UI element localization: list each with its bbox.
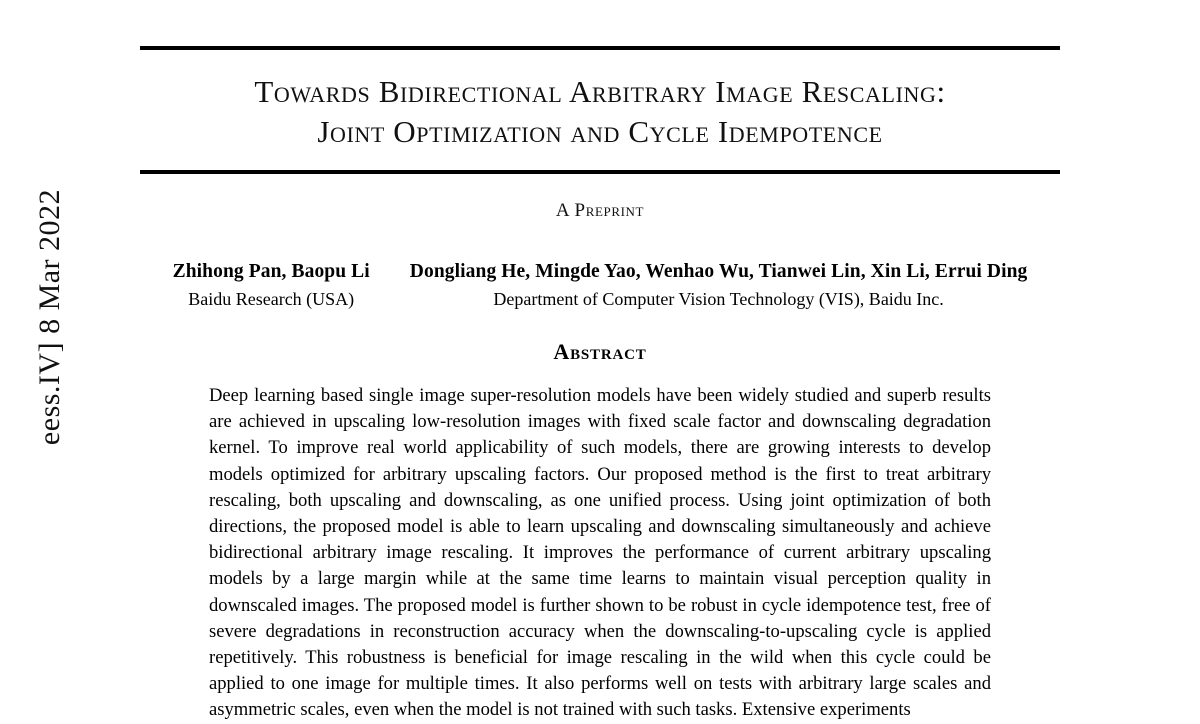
title-bottom-rule [140, 170, 1060, 174]
abstract-text: Deep learning based single image super-resolution models have been widely studied and superb results are achieved in upscaling low-resolution images with fixed scale factor and downscaling degradation kernel. To improve real world applicability of such models, there are growing interests to develop models optimized for arbitrary upscaling factors. Our proposed method is the first to treat arbitrary rescaling, both upscaling and downscaling, as one unified process. Using joint optimization of both directions, the proposed model is able to learn upscaling and downscaling simultaneously and achieve bidirectional arbitrary image rescaling. It improves the performance of current arbitrary upscaling models by a large margin while at the same time learns to maintain visual perception quality in downscaled images. The proposed model is further shown to be robust in cycle idempotence test, free of severe degradations in reconstruction accuracy when the downscaling-to-upscaling cycle is applied repetitively. This robustness is beneficial for image rescaling in the wild when this cycle could be applied to one image for multiple times. It also performs well on tests with arbitrary large scales and asymmetric scales, even when the model is not trained with such tasks. Extensive experiments [209, 385, 991, 721]
author-group [410, 260, 1028, 311]
paper-column [140, 0, 1060, 724]
arxiv-vertical-stamp: eess.IV] 8 Mar 2022 [33, 188, 66, 446]
page-title [140, 72, 1060, 152]
author-group [173, 260, 370, 311]
author-affiliation: Baidu Research (USA) [188, 289, 355, 309]
author-affiliation: Department of Computer Vision Technology (VIS), Baidu Inc. [493, 289, 944, 309]
preprint-label: A Preprint [555, 200, 645, 221]
abstract-heading: Abstract [553, 339, 647, 364]
author-names: Dongliang He, Mingde Yao, Wenhao Wu, Tianwei Lin, Xin Li, Errui Ding [409, 261, 1028, 282]
author-block [140, 260, 1060, 311]
author-names: Zhihong Pan, Baopu Li [172, 261, 370, 282]
title-top-rule [140, 46, 1060, 50]
title-line-2: Joint Optimization and Cycle Idempotence [317, 114, 883, 149]
title-line-1: Towards Bidirectional Arbitrary Image Rescaling: [254, 74, 946, 109]
